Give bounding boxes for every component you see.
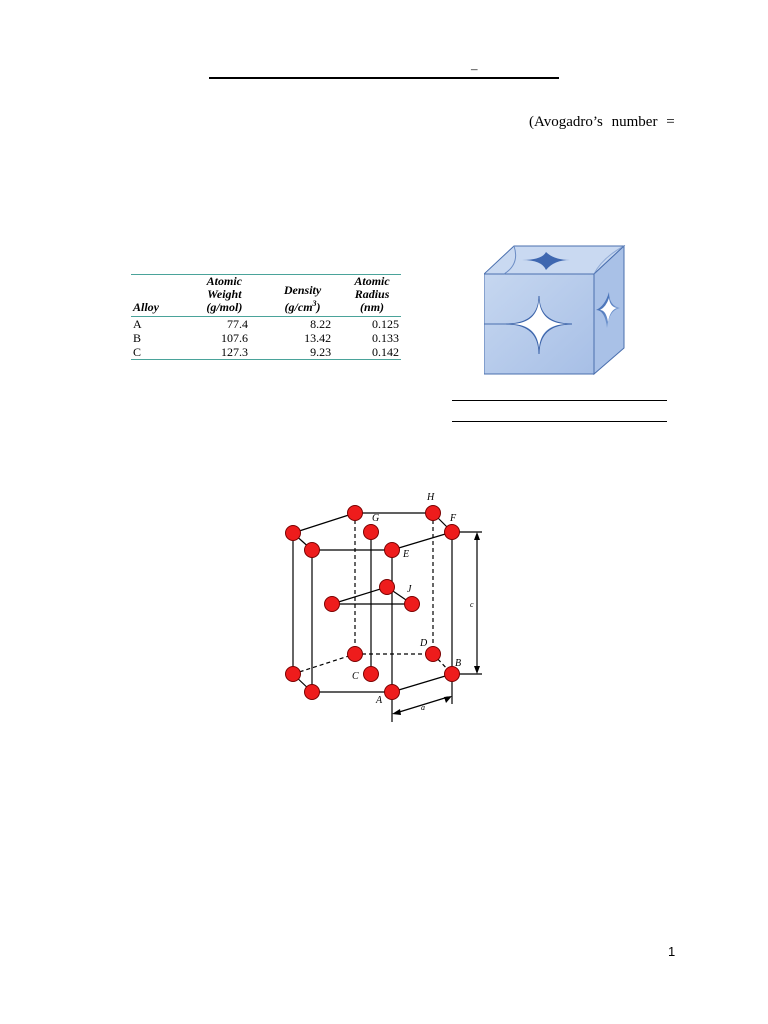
atom-H	[426, 506, 441, 521]
atom-bottom-left-back	[286, 667, 301, 682]
cell-radius: 0.125	[372, 317, 399, 331]
cell-alloy: A	[133, 317, 142, 331]
label-E: E	[403, 549, 410, 560]
atom-bottom-back	[348, 647, 363, 662]
cell-atomic-weight: 107.6	[221, 331, 249, 345]
atom-J	[380, 580, 395, 595]
header-atomic-radius: Atomic Radius (nm)	[354, 274, 390, 314]
label-J: J	[407, 584, 412, 595]
title-dash: –	[471, 61, 478, 76]
label-a: a	[421, 703, 425, 712]
cell-density: 13.42	[304, 331, 332, 345]
atom-D	[426, 647, 441, 662]
atom-G	[364, 525, 379, 540]
table-row	[131, 317, 401, 332]
table-row	[131, 331, 401, 345]
header-atomic-weight: Atomic Weight (g/mol)	[206, 274, 243, 314]
cell-atomic-weight: 77.4	[227, 317, 249, 331]
atom-bottom-front-left	[305, 685, 320, 700]
table-header-row	[131, 275, 401, 317]
page-number: 1	[668, 944, 676, 959]
atom-top-front-left	[305, 543, 320, 558]
alloy-table	[131, 274, 401, 360]
hcp-unit-cell-figure	[280, 488, 490, 728]
label-F: F	[450, 513, 457, 524]
label-G: G	[372, 513, 380, 524]
answer-line-2	[452, 421, 667, 422]
atom-mid-left	[325, 597, 340, 612]
atom-E	[385, 543, 400, 558]
label-B: B	[455, 658, 462, 669]
cell-atomic-weight: 127.3	[221, 345, 249, 359]
avogadro-note: (Avogadro’s number =	[529, 114, 675, 130]
label-H: H	[427, 492, 435, 503]
label-c: c	[470, 600, 474, 609]
cell-radius: 0.142	[372, 345, 399, 359]
atom-top-left-back	[286, 526, 301, 541]
cell-alloy: B	[133, 331, 142, 345]
header-density: Density $(g/cm^3)$	[283, 283, 322, 314]
atom-F	[445, 525, 460, 540]
cell-density: 8.22	[310, 317, 332, 331]
cell-alloy: C	[133, 345, 142, 359]
atom-C	[364, 667, 379, 682]
label-D: D	[420, 638, 428, 649]
atom-A	[385, 685, 400, 700]
title-underline	[209, 77, 559, 79]
atom-mid-right	[405, 597, 420, 612]
cell-radius: 0.133	[372, 331, 399, 345]
unit-cell-cube-figure	[484, 244, 626, 376]
cell-density: 9.23	[310, 345, 332, 359]
atom-top-back	[348, 506, 363, 521]
table-row	[131, 345, 401, 360]
header-alloy: Alloy	[133, 300, 159, 314]
answer-line-1	[452, 400, 667, 401]
label-C: C	[352, 671, 359, 682]
label-A: A	[376, 695, 383, 706]
